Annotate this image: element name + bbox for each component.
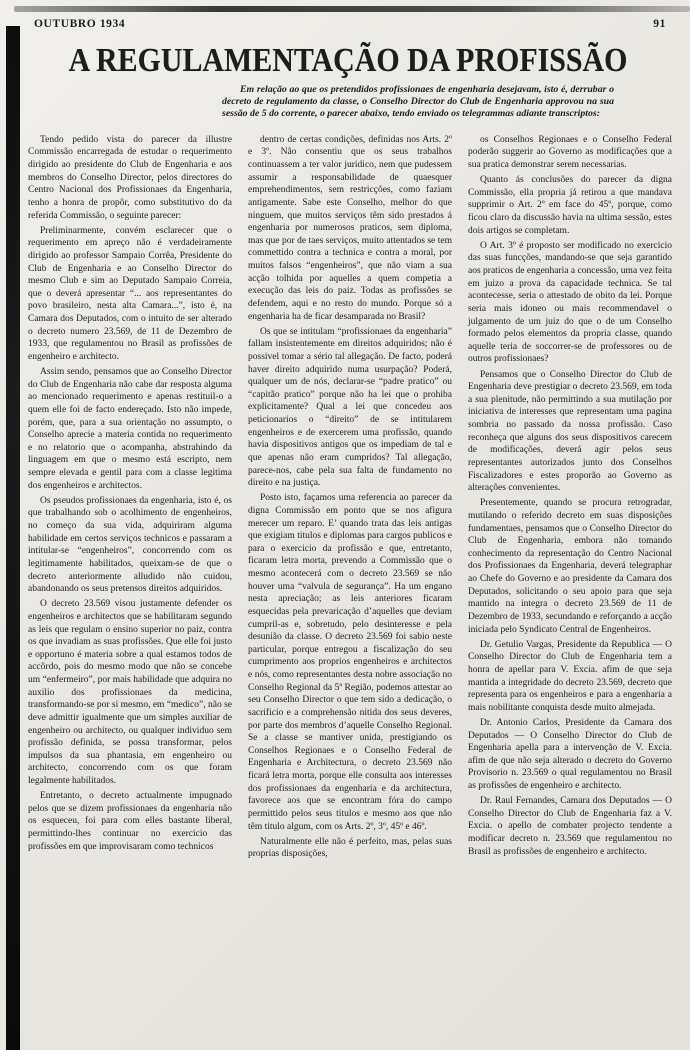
article-column-3 [468, 134, 672, 1014]
article-paragraph: Pensamos que o Conselho Director do Club de Engenharia deve prestigiar o decreto 23.569, em toda a sua plenitude, não permittindo a sua mutilação por iniciativa de interesses que representam uma pagina sombria no passado da nossa profissão. Caso reconheça que alguns dos seus dispositivos carecem de modificações, deverá agir pelos seus representantes autorizados junto dos Conselhos Fiscalizadores e estes proporão ao Governo as alterações convenientes. [468, 369, 672, 494]
article-paragraph: Os que se intitulam “profissionaes da engenharia” fallam insistentemente em direitos adquiridos; não é possivel tomar a sério tal allegação. De facto, poderá haver direito adquirido numa usurpação? Poderá, qualquer um de nós, declarar-se “padre pratico” ou “capitão pratico” porque não ha lei que o prohiba explicitamente? Qual a lei que concedeu aos peticionarios o “direito” de se intitularem engenheiros e de exercerem uma profissão, quando havia dispositivos antigos que os impediam de tal e que apenas não eram cumpridos? Tal allegação, parece-nos, cabe pela sua falta de fundamento no direito e na justiça. [248, 326, 452, 489]
article-paragraph: dentro de certas condições, definidas nos Arts. 2º e 3º. Não consentiu que os seus trabalhos continuassem a ter valor juridico, nem que pudessem assumir a responsabilidade de quaesquer emprehendimentos, sem restricções, como faziam antigamente. Sabe este Conselho, melhor do que ninguem, que muitos serviços têm sido prestados á engenharia por numerosos praticos, sem diploma, mas que por de taes serviços, muito attentados se tem commettido contra a technica e contra a moral, por muitos falsos “engenheiros”, que não viam a sua acção tolhida por aquelles a quem competia a execução das leis do paiz. Todas as profissões se defendem, aqui e no resto do mundo. Porque só a engenharia ha de ficar desamparada no Brasil? [248, 134, 452, 322]
article-column-2 [248, 134, 452, 1014]
article-lead: Em relação ao que os pretendidos profissionaes de engenharia desejavam, isto é, derrubar o decreto de regulamento da classe, o Conselho Director do Club de Engenharia approvou na sua sessão de 5 do corrente, o parecer abaixo, tendo enviado os telegrammas adiante transcriptos: [222, 84, 614, 119]
article-column-1 [28, 134, 232, 1014]
scan-artifact-top-edge [14, 6, 690, 12]
scan-artifact-left-edge [6, 26, 20, 1050]
article-columns [0, 128, 690, 1014]
article-paragraph: Posto isto, façamos uma referencia ao parecer da digna Commissão em ponto que se nos afigura merecer um reparo. E’ quando trata das leis antigas que exigiam titulos e diplomas para cargos publicos e para o exercicio da profissão e que, entretanto, ficaram letra morta, prevendo a Commissão que o mesmo acontecerá com o decreto 23.569 se não houver uma “valvula de segurança”. Ha um engano nesta apreciação; as leis anteriores ficaram esquecidas pela prevaricação d’aquelles que deviam cumpril-as e, sobretudo, pelo desinteresse e pela desunião da classe. O decreto 23.569 foi sabio neste particular, porque entregou a fiscalização do seu cumprimento aos proprios engenheiros e architectos e nós, como representantes desta nobre associação no Conselho Regional da 5ª Região, podemos attestar ao seu Conselho Director o que tem sido a dedicação, o sacrificio e a comprehensão nitida dos seus deveres, por parte dos membros d’aquelle Conselho Regional. Se a classe se mantiver unida, prestigiando os Conselhos Regionaes e o Conselho Federal de Engenharia e Architectura, o decreto 23.569 não ficará letra morta, porque elle consulta aos interesses dos profissionaes da engenharia e da architectura, favorece aos que se encontram fóra do campo permittido pelos seus titulos e mesmo aos que não têm titulo algum, com os Arts. 2º, 3º, 45º e 46º. [248, 493, 452, 832]
article-paragraph: os Conselhos Regionaes e o Conselho Federal poderão suggerir ao Governo as modificações que a sua pratica demonstrar serem necessarias. [468, 134, 672, 171]
article-paragraph: O decreto 23.569 visou justamente defender os engenheiros e architectos que se habilitaram segundo as leis que regulam o ensino superior no paiz, contra os que invadiam as suas profissões. Que elle foi justo e opportuno é materia sobre a qual estamos todos de accôrdo, pois do mesmo modo que não se concebe um “enfermeiro”, por mais habilidade que adquira no auxilio dos profissionaes da medicina, transformando-se por si mesmo, em “medico”, não se deve admittir igualmente que um simples auxiliar de engenheiro ou architecto, ou qualquer individuo sem profissão definida, se possa transformar, pelos impulsos da sua phantasia, em engenheiro ou architecto, concorrendo com os que foram legalmente habilitados. [28, 599, 232, 787]
article-paragraph: Os pseudos profissionaes da engenharia, isto é, os que trabalhando sob o acolhimento de engenheiros, no começo da sua vida, adquiriram alguma habilidade em certos serviços technicos e passaram a intitular-se “engenheiros”, concorrendo com os legitimamente habilitados, queixam-se de que o decreto anteriormente alludido não cuidou, abandonando os seus pretensos direitos adquiridos. [28, 495, 232, 595]
masthead [0, 0, 690, 30]
article-paragraph: Dr. Raul Fernandes, Camara dos Deputados — O Conselho Director do Club de Engenharia faz a V. Excia. o apello de combater projecto tendente a modificar decreto n. 23.569 que regulamentou no Brasil as profissões de engenheiro e architecto. [468, 796, 672, 857]
article-paragraph: Dr. Antonio Carlos, Presidente da Camara dos Deputados — O Conselho Director do Club de Engenharia apella para a intervenção de V. Excia. afim de que não seja alterado o decreto do Governo Provisorio n. 23.569 o qual regulamentou no Brasil as profissões de engenheiro e architecto. [468, 717, 672, 792]
article-paragraph: O Art. 3º é proposto ser modificado no exercicio das suas funcções, mandando-se que seja garantido aos praticos de engenharia a concessão, uma vez feita em juizo a prova da capacidade technica. Se tal acontecesse, seria o attestado de obito da lei. Porque seria mais idoneo ou mais recommendavel o julgamento de um juiz do que o de um Conselho formado pelos elementos da propria classe, quando aquelle teria de soccorrer-se de professores ou de outros profissionaes? [468, 240, 672, 365]
article-paragraph: Entretanto, o decreto actualmente impugnado pelos que se dizem profissionaes da engenharia não os esqueceu, foi para com elles bastante liberal, permittindo-lhes continuar no exercicio das profissões em que improvisaram como technicos [28, 791, 232, 852]
issue-date: OUTUBRO 1934 [34, 18, 126, 30]
article-paragraph: Naturalmente elle não é perfeito, mas, pelas suas proprias disposições, [248, 836, 452, 860]
article-paragraph: Dr. Getulio Vargas, Presidente da Republica — O Conselho Director do Club de Engenharia tem a honra de apellar para V. Excia. afim de que seja mantida a integridade do decreto 23.569, decreto que representa para os engenheiros e para a engenharia a mais nobilitante conquista desde muito almejada. [468, 639, 672, 713]
article-paragraph: Presentemente, quando se procura retrogradar, mutilando o referido decreto em suas disposições fundamentaes, pensamos que o Conselho Director do Club de Engenharia, embora não tomando conhecimento da representação do Centro Nacional dos Profissionaes da Engenharia, deverá telegraphar ao Chefe do Governo e ao presidente da Camara dos Deputados, solicitando o seu apoio para que seja mantido na integra o decreto 23.569 de 11 de Dezembro de 1933, secundando e reforçando a acção iniciada pelo Syndicato Central de Engenheiros. [468, 498, 672, 635]
article-paragraph: Preliminarmente, convém esclarecer que o requerimento em apreço não é verdadeiramente dirigido ao professor Sampaio Corrêa, Presidente do Club de Engenharia e ao Conselho Director do mesmo Club e sim ao Deputado Sampaio Correia, que o deverá apresentar “... aos representantes do povo brasileiro, nesta alta Camara...”, isto é, na Camara dos Deputados, com o intuito de ser alterado o decreto numero 23.569, de 11 de Dezembro de 1933, que regulamentou no Brasil as profissões de engenheiro e architecto. [28, 225, 232, 362]
article-title: A REGULAMENTAÇÃO DA PROFISSÃO [68, 42, 628, 79]
article-paragraph: Tendo pedido vista do parecer da illustre Commissão encarregada de estudar o requerimento dirigido ao presidente do Club de Engenharia e aos membros do Conselho Director, pelos directores do Centro Nacional dos Profissionaes da Engenharia, tenho a honra de propôr, como substitutivo do da referida Commissão, o seguinte parecer: [28, 134, 232, 221]
article-paragraph: Quanto ás conclusões do parecer da digna Commissão, ella propria já retirou a que mandava supprimir o Art. 2º em face do 45º, porque, como ficou claro da discussão havia na ultima sessão, estes dois artigos se completam. [468, 175, 672, 236]
page-number: 91 [653, 18, 666, 30]
article-paragraph: Assim sendo, pensamos que ao Conselho Director do Club de Engenharia não cabe dar resposta alguma ao mencionado requerimento e apenas restituil-o a quem elle foi de facto endereçado. Isto não impede, porém, que, para a sua orientação no assumpto, o Conselho aprecie a materia contida no requerimento e no relatorio que o acompanha, abstrahindo da linguagem em que o mesmo está escripto, nem sempre elevada e gentil para com a classe legitima dos engenheiros e architectos. [28, 367, 232, 491]
